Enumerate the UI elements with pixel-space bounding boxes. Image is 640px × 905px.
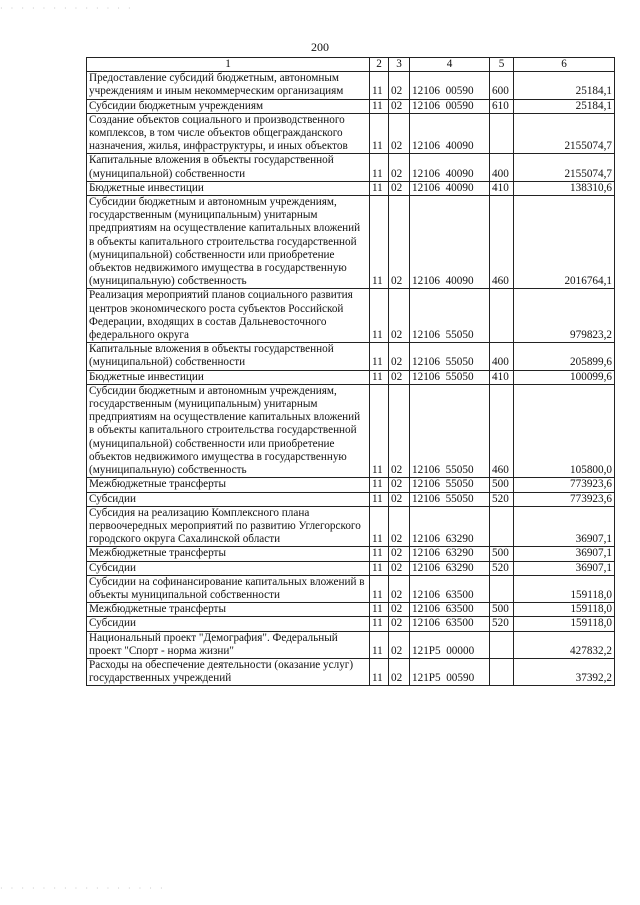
table-row	[87, 631, 615, 658]
row-c5-cell	[490, 289, 514, 343]
row-c2-cell: 11	[370, 181, 389, 195]
row-name-cell: Капитальные вложения в объекты государственной (муниципальной) собственности	[87, 343, 370, 370]
table-row	[87, 658, 615, 685]
row-c3-cell: 02	[389, 561, 410, 575]
row-name-cell: Национальный проект "Демография". Федеральный проект "Спорт - норма жизни"	[87, 631, 370, 658]
row-c6-cell: 105800,0	[514, 384, 615, 477]
row-name-cell: Субсидии	[87, 617, 370, 631]
row-c2-cell: 11	[370, 196, 389, 289]
table-row	[87, 492, 615, 506]
row-c5-cell: 600	[490, 72, 514, 99]
table-header-row	[87, 58, 615, 72]
row-c4-cell: 121P5 00590	[410, 658, 490, 685]
row-c6-cell: 25184,1	[514, 72, 615, 99]
row-name-cell: Субсидии	[87, 492, 370, 506]
row-c3-cell: 02	[389, 154, 410, 181]
row-c2-cell: 11	[370, 575, 389, 602]
row-c2-cell: 11	[370, 370, 389, 384]
row-c4-cell: 12106 40090	[410, 154, 490, 181]
row-c5-cell	[490, 631, 514, 658]
table-row	[87, 617, 615, 631]
table-row	[87, 561, 615, 575]
header-col-5: 5	[490, 58, 514, 72]
row-c4-cell: 12106 63500	[410, 603, 490, 617]
row-c3-cell: 02	[389, 478, 410, 492]
row-c4-cell: 12106 55050	[410, 370, 490, 384]
row-c4-cell: 12106 55050	[410, 478, 490, 492]
row-c6-cell: 2016764,1	[514, 196, 615, 289]
row-c3-cell: 02	[389, 343, 410, 370]
row-c5-cell: 520	[490, 561, 514, 575]
row-c2-cell: 11	[370, 72, 389, 99]
row-name-cell: Бюджетные инвестиции	[87, 370, 370, 384]
row-c6-cell: 2155074,7	[514, 154, 615, 181]
row-name-cell: Капитальные вложения в объекты государственной (муниципальной) собственности	[87, 154, 370, 181]
row-c3-cell: 02	[389, 617, 410, 631]
row-c3-cell: 02	[389, 506, 410, 547]
row-c4-cell: 12106 63290	[410, 561, 490, 575]
row-c4-cell: 12106 55050	[410, 492, 490, 506]
row-c5-cell: 500	[490, 603, 514, 617]
row-c5-cell: 460	[490, 196, 514, 289]
table-row	[87, 603, 615, 617]
row-name-cell: Межбюджетные трансферты	[87, 547, 370, 561]
row-c2-cell: 11	[370, 99, 389, 113]
row-c6-cell: 427832,2	[514, 631, 615, 658]
row-c4-cell: 12106 55050	[410, 343, 490, 370]
row-name-cell: Бюджетные инвестиции	[87, 181, 370, 195]
row-c5-cell: 500	[490, 547, 514, 561]
row-c5-cell	[490, 658, 514, 685]
row-c3-cell: 02	[389, 631, 410, 658]
row-c5-cell: 500	[490, 478, 514, 492]
row-c4-cell: 12106 63500	[410, 575, 490, 602]
row-c6-cell: 36907,1	[514, 506, 615, 547]
row-c6-cell: 37392,2	[514, 658, 615, 685]
table-row	[87, 506, 615, 547]
row-c6-cell: 25184,1	[514, 99, 615, 113]
row-c5-cell	[490, 575, 514, 602]
row-name-cell: Расходы на обеспечение деятельности (оказание услуг) государственных учреждений	[87, 658, 370, 685]
row-c6-cell: 979823,2	[514, 289, 615, 343]
row-c5-cell	[490, 113, 514, 154]
row-name-cell: Субсидии бюджетным и автономным учреждениям, государственным (муниципальным) унитарным предприятиям на осуществление капитальных вложений в объекты капитального строительства государственной (муниципальной) собственности или приобретение объектов недвижимого имущества в государственную (муниципальную) собственность	[87, 196, 370, 289]
row-c5-cell: 410	[490, 370, 514, 384]
row-c2-cell: 11	[370, 506, 389, 547]
row-c6-cell: 773923,6	[514, 492, 615, 506]
row-c4-cell: 12106 40090	[410, 196, 490, 289]
page-number: 200	[311, 40, 329, 54]
scan-noise-top: · · · · · · · · · · · · ·	[0, 4, 134, 12]
row-c2-cell: 11	[370, 154, 389, 181]
row-name-cell: Субсидии бюджетным учреждениям	[87, 99, 370, 113]
row-c2-cell: 11	[370, 603, 389, 617]
row-c2-cell: 11	[370, 631, 389, 658]
row-c3-cell: 02	[389, 289, 410, 343]
row-c2-cell: 11	[370, 561, 389, 575]
row-c6-cell: 159118,0	[514, 575, 615, 602]
row-name-cell: Субсидии	[87, 561, 370, 575]
row-name-cell: Реализация мероприятий планов социального развития центров экономического роста субъектов Российской Федерации, входящих в состав Дальневосточного федерального округа	[87, 289, 370, 343]
row-c6-cell: 773923,6	[514, 478, 615, 492]
header-col-4: 4	[410, 58, 490, 72]
row-c5-cell: 460	[490, 384, 514, 477]
row-c5-cell: 610	[490, 99, 514, 113]
row-name-cell: Субсидии бюджетным и автономным учреждениям, государственным (муниципальным) унитарным предприятиям на осуществление капитальных вложений в объекты капитального строительства государственной (муниципальной) собственности или приобретение объектов недвижимого имущества в государственную (муниципальную) собственность	[87, 384, 370, 477]
row-c6-cell: 138310,6	[514, 181, 615, 195]
header-col-6: 6	[514, 58, 615, 72]
row-c4-cell: 12106 00590	[410, 99, 490, 113]
row-c4-cell: 121P5 00000	[410, 631, 490, 658]
row-name-cell: Межбюджетные трансферты	[87, 478, 370, 492]
table-row	[87, 547, 615, 561]
row-c4-cell: 12106 63290	[410, 506, 490, 547]
row-c2-cell: 11	[370, 547, 389, 561]
table-row	[87, 478, 615, 492]
row-c3-cell: 02	[389, 181, 410, 195]
row-c3-cell: 02	[389, 492, 410, 506]
row-c6-cell: 159118,0	[514, 603, 615, 617]
row-c3-cell: 02	[389, 603, 410, 617]
row-c3-cell: 02	[389, 658, 410, 685]
table-row	[87, 113, 615, 154]
row-name-cell: Субсидии на софинансирование капитальных вложений в объекты муниципальной собственности	[87, 575, 370, 602]
row-c4-cell: 12106 40090	[410, 113, 490, 154]
row-name-cell: Предоставление субсидий бюджетным, автономным учреждениям и иным некоммерческим организациям	[87, 72, 370, 99]
row-c3-cell: 02	[389, 99, 410, 113]
row-c5-cell	[490, 506, 514, 547]
table-row	[87, 72, 615, 99]
table-row	[87, 384, 615, 477]
row-c6-cell: 100099,6	[514, 370, 615, 384]
row-c4-cell: 12106 00590	[410, 72, 490, 99]
row-c3-cell: 02	[389, 72, 410, 99]
table-row	[87, 289, 615, 343]
row-c3-cell: 02	[389, 113, 410, 154]
row-c2-cell: 11	[370, 617, 389, 631]
row-c4-cell: 12106 55050	[410, 384, 490, 477]
scan-noise-bottom: · · · · · · · · · · · · · · · ·	[0, 884, 166, 892]
row-c6-cell: 2155074,7	[514, 113, 615, 154]
header-col-2: 2	[370, 58, 389, 72]
row-c6-cell: 205899,6	[514, 343, 615, 370]
budget-table	[86, 57, 615, 686]
row-c4-cell: 12106 63500	[410, 617, 490, 631]
row-c2-cell: 11	[370, 492, 389, 506]
row-c5-cell: 400	[490, 154, 514, 181]
row-c4-cell: 12106 40090	[410, 181, 490, 195]
row-c3-cell: 02	[389, 575, 410, 602]
row-name-cell: Субсидия на реализацию Комплексного плана первоочередных мероприятий по развитию Углегорского городского округа Сахалинской области	[87, 506, 370, 547]
row-name-cell: Создание объектов социального и производственного комплексов, в том числе объектов общегражданского назначения, жилья, инфраструктуры, и иных объектов	[87, 113, 370, 154]
row-c3-cell: 02	[389, 547, 410, 561]
row-c4-cell: 12106 55050	[410, 289, 490, 343]
header-col-3: 3	[389, 58, 410, 72]
row-c6-cell: 36907,1	[514, 547, 615, 561]
table-row	[87, 181, 615, 195]
row-c2-cell: 11	[370, 289, 389, 343]
row-c2-cell: 11	[370, 658, 389, 685]
row-c6-cell: 36907,1	[514, 561, 615, 575]
row-c3-cell: 02	[389, 384, 410, 477]
row-c2-cell: 11	[370, 478, 389, 492]
row-c2-cell: 11	[370, 384, 389, 477]
row-c3-cell: 02	[389, 370, 410, 384]
table-row	[87, 370, 615, 384]
row-c5-cell: 400	[490, 343, 514, 370]
table-row	[87, 154, 615, 181]
table-row	[87, 196, 615, 289]
header-col-1: 1	[87, 58, 370, 72]
row-c5-cell: 410	[490, 181, 514, 195]
row-c4-cell: 12106 63290	[410, 547, 490, 561]
row-c2-cell: 11	[370, 113, 389, 154]
row-name-cell: Межбюджетные трансферты	[87, 603, 370, 617]
table-row	[87, 99, 615, 113]
row-c5-cell: 520	[490, 617, 514, 631]
row-c2-cell: 11	[370, 343, 389, 370]
table-row	[87, 343, 615, 370]
table-row	[87, 575, 615, 602]
row-c3-cell: 02	[389, 196, 410, 289]
row-c5-cell: 520	[490, 492, 514, 506]
row-c6-cell: 159118,0	[514, 617, 615, 631]
